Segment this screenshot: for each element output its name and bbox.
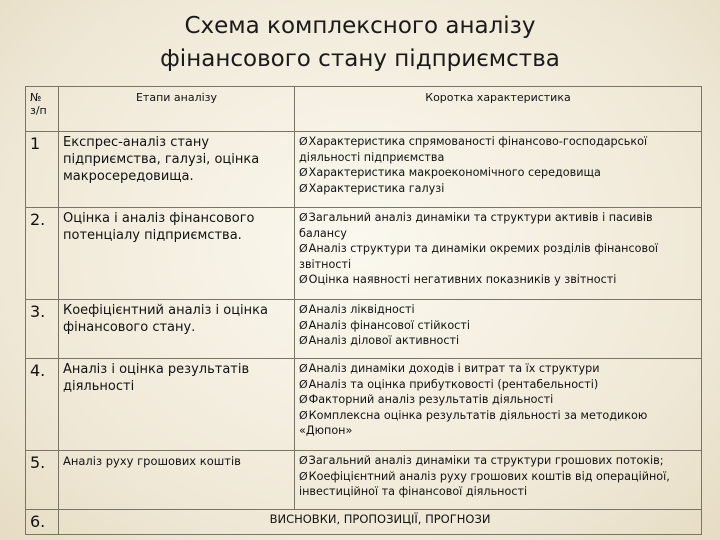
description-item: ØХарактеристика галузі	[299, 181, 445, 195]
row-number: 5.	[26, 451, 59, 510]
analysis-table	[25, 86, 702, 535]
stage-cell: Коефіцієнтний аналіз і оцінка фінансового стану.	[59, 300, 295, 359]
stage-cell: Експрес-аналіз стану підприємства, галузі, оцінка макросередовища.	[59, 132, 295, 208]
header-num: № з/п	[26, 87, 59, 132]
description-item: ØХарактеристика макроекономічного середовища	[299, 166, 601, 180]
table-header-row	[26, 87, 702, 132]
description-item: ØАналіз фінансової стійкості	[299, 318, 470, 332]
row-number: 3.	[26, 300, 59, 359]
description-item: ØАналіз динаміки доходів і витрат та їх структури	[299, 362, 600, 375]
table-row	[26, 132, 702, 208]
table-row	[26, 359, 702, 451]
conclusions-cell: ВИСНОВКИ, ПРОПОЗИЦІЇ, ПРОГНОЗИ	[59, 510, 702, 535]
stage-cell: Аналіз і оцінка результатів діяльності	[59, 359, 295, 451]
arrow-bullet-icon: Ø	[299, 408, 308, 422]
description-item: ØЗагальний аналіз динаміки та структури активів і пасивів балансу	[299, 211, 653, 240]
row-number: 4.	[26, 359, 59, 451]
description-item: ØАналіз ділової активності	[299, 334, 460, 348]
table-row	[26, 451, 702, 510]
description-item: ØКоефіцієнтний аналіз руху грошових коштів від операційної, інвестиційної та фінансової діяльності	[299, 469, 670, 499]
title-line-2: фінансового стану підприємства	[160, 46, 560, 72]
arrow-bullet-icon: Ø	[299, 318, 308, 332]
description-cell	[295, 132, 702, 208]
row-number: 1	[26, 132, 59, 208]
row-number: 2.	[26, 208, 59, 300]
arrow-bullet-icon: Ø	[299, 242, 308, 256]
arrow-bullet-icon: Ø	[299, 135, 308, 148]
arrow-bullet-icon: Ø	[299, 393, 308, 407]
arrow-bullet-icon: Ø	[299, 362, 308, 375]
title-line-1: Схема комплексного аналізу	[184, 13, 536, 39]
description-item: ØКомплексна оцінка результатів діяльності за методикою «Дюпон»	[299, 408, 648, 438]
stage-cell: Аналіз руху грошових коштів	[59, 451, 295, 510]
description-item: ØЗагальний аналіз динаміки та структури грошових потоків;	[299, 454, 664, 467]
description-item: ØАналіз ліквідності	[299, 303, 415, 316]
table-row	[26, 510, 702, 535]
arrow-bullet-icon: Ø	[299, 166, 308, 180]
arrow-bullet-icon: Ø	[299, 273, 308, 287]
description-cell	[295, 208, 702, 300]
header-description: Коротка характеристика	[295, 87, 702, 132]
header-stage: Етапи аналізу	[59, 87, 295, 132]
arrow-bullet-icon: Ø	[299, 211, 308, 224]
arrow-bullet-icon: Ø	[299, 334, 308, 348]
description-item: ØФакторний аналіз результатів діяльності	[299, 393, 554, 407]
stage-cell: Оцінка і аналіз фінансового потенціалу підприємства.	[59, 208, 295, 300]
arrow-bullet-icon: Ø	[299, 469, 308, 483]
table-row	[26, 208, 702, 300]
description-cell	[295, 359, 702, 451]
description-item: ØАналіз структури та динаміки окремих розділів фінансової звітності	[299, 242, 659, 271]
description-item: ØОцінка наявності негативних показників у звітності	[299, 273, 617, 287]
arrow-bullet-icon: Ø	[299, 303, 308, 316]
description-item: ØАналіз та оцінка прибутковості (рентабельності)	[299, 377, 599, 391]
row-number: 6.	[26, 510, 59, 535]
arrow-bullet-icon: Ø	[299, 181, 308, 195]
description-cell	[295, 300, 702, 359]
description-cell	[295, 451, 702, 510]
arrow-bullet-icon: Ø	[299, 454, 308, 467]
description-item: ØХарактеристика спрямованості фінансово-господарської діяльності підприємства	[299, 135, 648, 164]
arrow-bullet-icon: Ø	[299, 377, 308, 391]
page-title	[0, 10, 720, 76]
table-row	[26, 300, 702, 359]
